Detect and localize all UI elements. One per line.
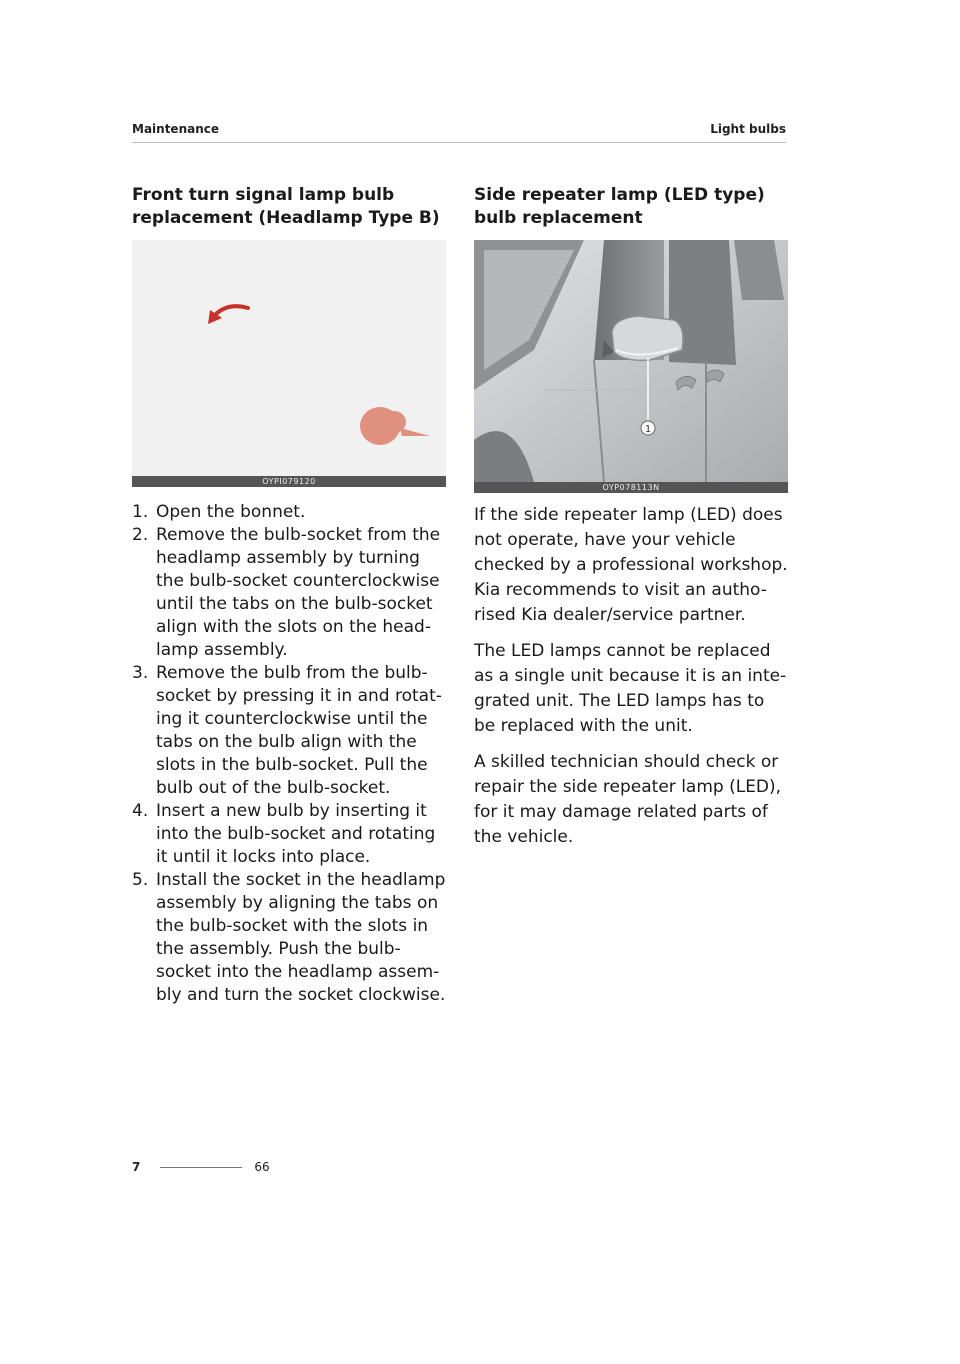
headlamp-figure bbox=[132, 240, 446, 487]
running-header-topic: Light bulbs bbox=[710, 122, 786, 136]
figure-code: OYPI079120 bbox=[132, 476, 446, 487]
paragraph: If the side repeater lamp (LED) does not operate, have your vehicle checked by a professional workshop. Kia recommends to visit an autho- rised Kia dealer/service partner. bbox=[474, 505, 788, 625]
step-item: 4. Insert a new bulb by inserting it into the bulb-socket and rotating it until it locks into place. bbox=[132, 801, 436, 867]
left-column bbox=[132, 184, 446, 1007]
vehicle-side-illustration bbox=[474, 240, 788, 482]
headlamp-illustration bbox=[132, 240, 446, 476]
step-item: 2. Remove the bulb-socket from the headlamp assembly by turning the bulb-socket counterclockwise until the tabs on the bulb-socket align with the slots on the head- lamp assembly. bbox=[132, 525, 441, 660]
side-repeater-title: Side repeater lamp (LED type) bulb replacement bbox=[474, 185, 765, 228]
replacement-steps bbox=[132, 501, 446, 1007]
chapter-number: 7 bbox=[132, 1160, 141, 1174]
footer-rule bbox=[160, 1167, 242, 1168]
paragraph: The LED lamps cannot be replaced as a single unit because it is an inte- grated unit. The LED lamps has to be replaced with the unit. bbox=[474, 641, 787, 736]
right-column bbox=[474, 184, 788, 861]
paragraph: A skilled technician should check or repair the side repeater lamp (LED), for it may damage related parts of the vehicle. bbox=[474, 752, 782, 847]
callout-number: 1 bbox=[644, 424, 652, 435]
step-item: 3. Remove the bulb from the bulb- socket by pressing it in and rotat- ing it counterclockwise until the tabs on the bulb align with the slots in the bulb-socket. Pull the bulb out of the bulb-socket. bbox=[132, 663, 442, 798]
side-mirror-figure bbox=[474, 240, 788, 493]
page-number: 66 bbox=[254, 1160, 270, 1174]
figure-code: OYP078113N bbox=[474, 482, 788, 493]
side-repeater-text bbox=[474, 503, 788, 850]
page-footer bbox=[132, 1160, 270, 1174]
front-turn-signal-title: Front turn signal lamp bulb replacement (Headlamp Type B) bbox=[132, 185, 440, 228]
step-item: 5. Install the socket in the headlamp assembly by aligning the tabs on the bulb-socket with the slots in the assembly. Push the bulb- socket into the headlamp assem- bly and turn the socket clockwise. bbox=[132, 870, 446, 1005]
step-item: 1. Open the bonnet. bbox=[132, 502, 306, 522]
running-header-section: Maintenance bbox=[132, 122, 220, 136]
header-rule bbox=[132, 142, 786, 143]
